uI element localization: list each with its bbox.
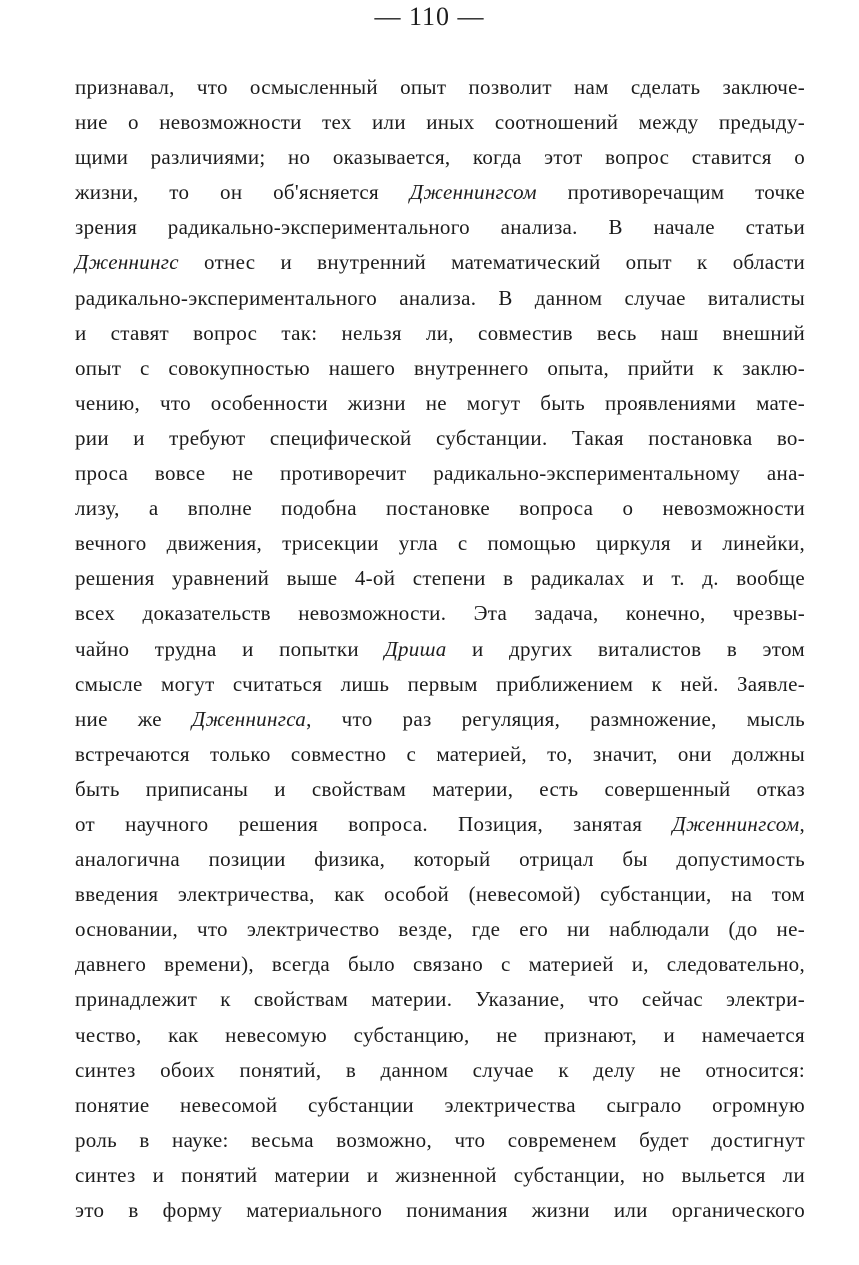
text-line: рии и требуют специфической субстанции. Такая постановка во- <box>75 425 805 450</box>
text-line: щими различиями; но оказывается, когда этот вопрос ставится о <box>75 145 805 170</box>
text-line: встречаются только совместно с материей, то, значит, они должны <box>75 741 805 766</box>
text-line: принадлежит к свойствам материи. Указание, что сейчас электри- <box>75 987 805 1012</box>
text-line: опыт с совокупностью нашего внутреннего опыта, прийти к заклю- <box>75 355 805 380</box>
text-line: чайно трудна и попытки Дриша и других виталистов в этом <box>75 636 805 661</box>
text-line: основании, что электричество везде, где его ни наблюдали (до не- <box>75 917 805 942</box>
text-line: синтез и понятий материи и жизненной субстанции, но выльется ли <box>75 1162 805 1187</box>
text-line: быть приписаны и свойствам материи, есть совершенный отказ <box>75 776 805 801</box>
text-line: радикально-экспериментального анализа. В данном случае виталисты <box>75 285 805 310</box>
text-line: лизу, а вполне подобна постановке вопроса о невозможности <box>75 496 805 521</box>
text-line: признавал, что осмысленный опыт позволит нам сделать заключе- <box>75 75 805 99</box>
text-line: аналогична позиции физика, который отрицал бы допустимость <box>75 847 805 872</box>
text-line: роль в науке: весьма возможно, что современем будет достигнут <box>75 1127 805 1152</box>
text-line: ние о невозможности тех или иных соотношений между предыду- <box>75 110 805 135</box>
text-line: зрения радикально-экспериментального анализа. В начале статьи <box>75 215 805 240</box>
page-number: — 110 — <box>374 2 485 31</box>
text-line: всех доказательств невозможности. Эта задача, конечно, чрезвы- <box>75 601 805 626</box>
text-line: ние же Дженнингса, что раз регуляция, размножение, мысль <box>75 706 805 731</box>
text-line: Дженнингс отнес и внутренний математический опыт к области <box>75 250 805 275</box>
text-line: жизни, то он об'ясняется Дженнингсом противоречащим точке <box>75 180 805 205</box>
text-line: давнего времени), всегда было связано с материей и, следовательно, <box>75 952 805 977</box>
text-line: введения электричества, как особой (невесомой) субстанции, на том <box>75 882 805 907</box>
text-line: понятие невесомой субстанции электричества сыграло огромную <box>75 1092 805 1117</box>
text-line: от научного решения вопроса. Позиция, занятая Дженнингсом, <box>75 811 805 836</box>
text-line: и ставят вопрос так: нельзя ли, совместив весь наш внешний <box>75 320 805 345</box>
body-text <box>75 70 805 1228</box>
text-line: чению, что особенности жизни не могут быть проявлениями мате- <box>75 390 805 415</box>
text-line: это в форму материального понимания жизни или органического <box>75 1198 805 1222</box>
text-line: синтез обоих понятий, в данном случае к делу не относится: <box>75 1057 805 1082</box>
text-line: чество, как невесомую субстанцию, не признают, и намечается <box>75 1022 805 1047</box>
text-line: вечного движения, трисекции угла с помощью циркуля и линейки, <box>75 531 805 556</box>
text-line: проса вовсе не противоречит радикально-экспериментальному ана- <box>75 461 805 486</box>
text-line: смысле могут считаться лишь первым приближением к ней. Заявле- <box>75 671 805 696</box>
text-line: решения уравнений выше 4-ой степени в радикалах и т. д. вообще <box>75 566 805 591</box>
